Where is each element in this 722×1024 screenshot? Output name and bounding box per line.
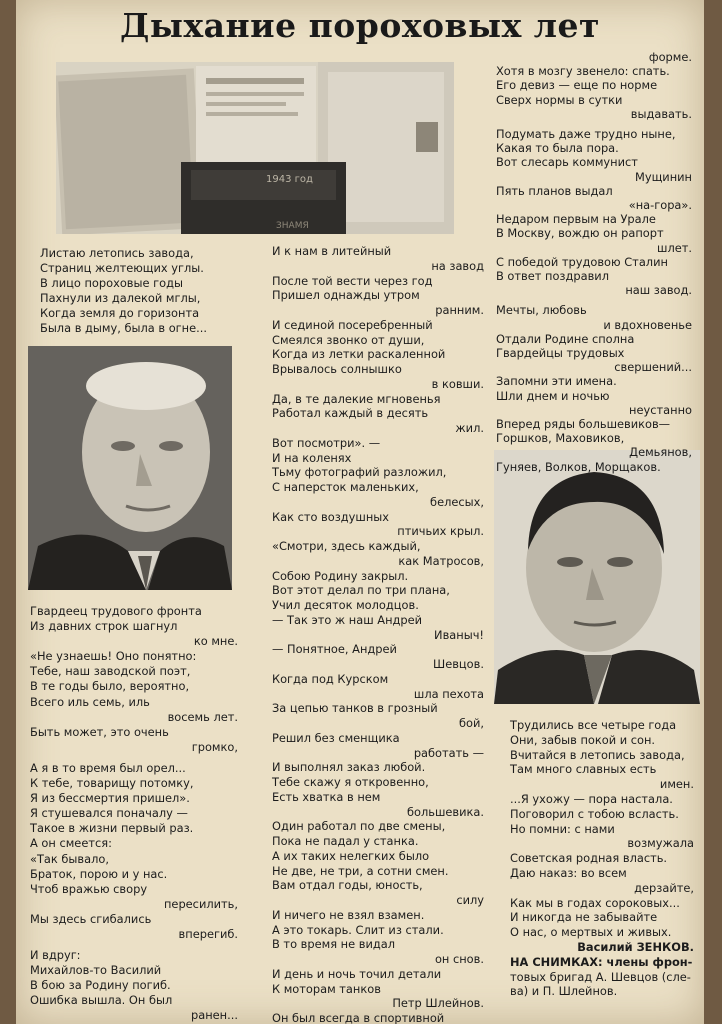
poem-line: Пять планов выдал [496,183,613,198]
poem-column-3-top [496,50,692,474]
poem-line: в ковши. [431,376,484,391]
poem-line: Сверх нормы в сутки [496,92,623,107]
poem-line: Пришел однажды утром [272,288,420,303]
poem-line: Тебе, наш заводской поэт, [30,664,191,679]
poem-line: Они, забыв покой и сон. [510,732,656,747]
poem-line: форме. [648,50,692,64]
poem-line: И сединой посеребренный [272,317,433,332]
poem-line: И вдруг: [30,948,81,963]
poem-line: Петр Шлейнов. [392,996,484,1011]
poem-line: Даю наказ: во всем [510,865,627,880]
photo-caption: товых бригад А. Шевцов (сле- [510,969,691,984]
poem-line: Гвардеец трудового фронта [30,604,202,618]
poem-line: ранним. [435,303,484,317]
poem-line: Ошибка вышла. Он был [30,993,173,1008]
poem-line: большевика. [406,804,484,819]
photo-banner-label: ЗНАМЯ [276,221,309,231]
poem-line: дерзайте, [634,880,694,895]
poem-line: Всего иль семь, иль [30,694,150,709]
poem-line: А их таких нелегких было [272,848,430,863]
poem-line: Мущинин [635,169,692,184]
poem-line: И на коленях [272,450,352,465]
poem-line: Да, в те далекие мгновенья [272,391,441,406]
poem-line: Горшков, Маховиков, [496,431,625,446]
poem-line: Шли днем и ночью [496,388,610,403]
poem-line: ко мне. [193,634,238,649]
poem-line: громко, [191,739,238,754]
poem-line: Вперед ряды большевиков— [496,417,671,432]
poem-line: А он смеется: [30,836,112,851]
poem-line: К моторам танков [272,981,381,996]
poem-line: Иваныч! [434,627,484,642]
poem-line: Он был всегда в спортивной [272,1011,445,1024]
poem-line: «Смотри, здесь каждый, [272,539,421,553]
poem-line: Пока не падал у станка. [272,834,419,848]
poem-line: жил. [455,421,484,435]
poem-line: Есть хватка в нем [272,789,381,804]
poem-line: Была в дыму, была в огне... [40,321,207,336]
poem-line: Недаром первым на Урале [496,212,656,227]
photo-year-label: 1943 год [266,174,313,185]
poem-column-3-bottom [510,718,694,999]
headline: Дыхание пороховых лет [120,6,600,45]
poem-line: Запомни эти имена. [496,374,617,389]
poem-line: Смеялся звонко от души, [272,332,425,347]
poem-line: За цепью танков в грозный [272,701,438,716]
poem-line: Вам отдал годы, юность, [272,878,423,893]
poem-line: Вчитайся в летопись завода, [510,747,685,762]
author-signature: Василий ЗЕНКОВ. [577,939,694,954]
poem-line: И выполнял заказ любой. [272,760,426,775]
poem-line: В те годы было, вероятно, [30,679,190,694]
portrait-left [28,346,232,590]
poem-line: Советская родная власть. [510,851,668,866]
poem-line: Его девиз — еще по норме [496,78,658,93]
photo-caption: НА СНИМКАХ: члены фрон- [510,954,693,969]
poem-line: как Матросов, [398,553,484,568]
poem-line: Один работал по две смены, [272,819,446,834]
poem-line: «на-гора». [628,198,692,213]
poem-line: Демьянов, [629,445,692,460]
poem-line: А я в то время был орел... [30,760,186,775]
poem-line: Шевцов. [433,657,484,671]
poem-line: свершений... [614,360,692,375]
poem-line: И к нам в литейный [272,244,392,258]
poem-line: Врывалось солнышко [272,362,402,376]
poem-column-2 [272,244,484,1024]
poem-line: Гуняев, Волков, Морщаков. [496,459,661,474]
poem-line: Как сто воздушных [272,509,390,524]
poem-line: В то время не видал [272,937,396,952]
poem-line: белесых, [430,494,484,509]
poem-line: После той вести через год [272,273,433,288]
poem-line: В Москву, вождю он рапорт [496,226,664,241]
poem-line: «Так бывало, [30,851,109,866]
poem-line: Листаю летопись завода, [40,246,194,260]
poem-line: Подумать даже трудно ныне, [496,127,676,142]
poem-line: ...Я ухожу — пора настала. [510,791,673,806]
poem-line: Там много славных есть [510,762,657,777]
poem-line: Пахнули из далекой мглы, [40,291,201,306]
poem-line: С победой трудовою Сталин [496,254,668,269]
poem-column-1-top [40,246,250,337]
poem-line: Я стушевался поначалу — [30,806,188,821]
poem-line: Учил десяток молодцов. [272,598,419,612]
poem-line: Тебе скажу я откровенно, [272,775,429,789]
poem-line: птичьих крыл. [397,524,484,539]
poem-line: он снов. [434,952,484,966]
poem-line: Поговорил с тобою всласть. [510,806,679,821]
poem-line: Вот слесарь коммунист [496,155,638,170]
poem-line: Я из бессмертия пришел». [30,791,190,806]
poem-line: пересилить, [163,896,238,911]
poem-line: О нас, о мертвых и живых. [510,925,672,940]
poem-line: Не две, не три, а сотни смен. [272,863,449,878]
poem-line: Отдали Родине сполна [496,331,635,346]
poem-line: имен. [659,777,694,792]
poem-line: Когда из летки раскаленной [272,347,446,362]
poem-line: наш завод. [625,283,692,298]
poem-line: восемь лет. [167,709,238,724]
poem-line: Собою Родину закрыл. [272,568,409,583]
poem-line: Когда под Курском [272,671,389,686]
poem-line: Но помни: с нами [510,821,615,836]
poem-line: — Понятное, Андрей [272,642,397,657]
poem-line: «Не узнаешь! Оно понятно: [30,649,197,664]
poem-line: Работал каждый в десять [272,406,429,421]
poem-line: Такое в жизни первый раз. [30,821,194,836]
poem-line: Быть может, это очень [30,724,169,739]
poem-line: Тьму фотографий разложил, [272,465,447,480]
poem-line: Вот посмотри». — [272,435,381,450]
photo-archive-books [56,62,454,234]
poem-line: работать — [413,745,484,760]
poem-line: возмужала [627,836,694,851]
poem-line: Какая то была пора. [496,141,619,156]
poem-line: Гвардейцы трудовых [496,346,625,361]
poem-line: К тебе, товарищу потомку, [30,776,194,791]
poem-line: С наперсток маленьких, [272,480,419,494]
poem-line: В бою за Родину погиб. [30,978,171,993]
poem-line: ранен... [191,1008,238,1023]
poem-line: А это токарь. Слит из стали. [272,922,444,937]
poem-line: и вдохновенье [603,317,692,332]
poem-line: В лицо пороховые годы [40,276,183,291]
portrait-right [494,450,700,704]
poem-line: Из давних строк шагнул [30,619,178,634]
poem-line: на завод [431,258,484,273]
poem-line: бой, [458,716,484,730]
poem-line: шлет. [657,240,692,255]
poem-line: Страниц желтеющих углы. [40,261,204,276]
poem-line: шла пехота [413,686,484,701]
poem-line: Браток, порою и у нас. [30,866,168,881]
poem-line: Михайлов-то Василий [30,963,162,978]
poem-line: Когда земля до горизонта [40,306,200,321]
poem-line: Мечты, любовь [496,303,587,318]
poem-line: вперегиб. [178,926,238,941]
poem-line: В ответ поздравил [496,269,609,284]
poem-line: Вот этот делал по три плана, [272,583,450,598]
newspaper-clipping [16,0,704,1024]
poem-line: Решил без сменщика [272,730,400,745]
poem-line: Как мы в годах сороковых... [510,895,680,910]
poem-line: неустанно [629,402,692,417]
poem-line: И день и ночь точил детали [272,966,442,981]
poem-line: И никогда не забывайте [510,910,658,925]
poem-line: Чтоб вражью свору [30,881,148,896]
poem-line: Хотя в мозгу звенело: спать. [496,64,670,79]
photo-caption: ва) и П. Шлейнов. [510,984,618,999]
poem-line: выдавать. [630,106,692,121]
poem-line: — Так это ж наш Андрей [272,612,423,627]
poem-line: И ничего не взял взамен. [272,907,425,922]
poem-line: силу [456,893,484,907]
poem-line: Трудились все четыре года [510,718,677,732]
poem-line: Мы здесь сгибались [30,911,152,926]
poem-column-1-bottom [30,604,238,1024]
